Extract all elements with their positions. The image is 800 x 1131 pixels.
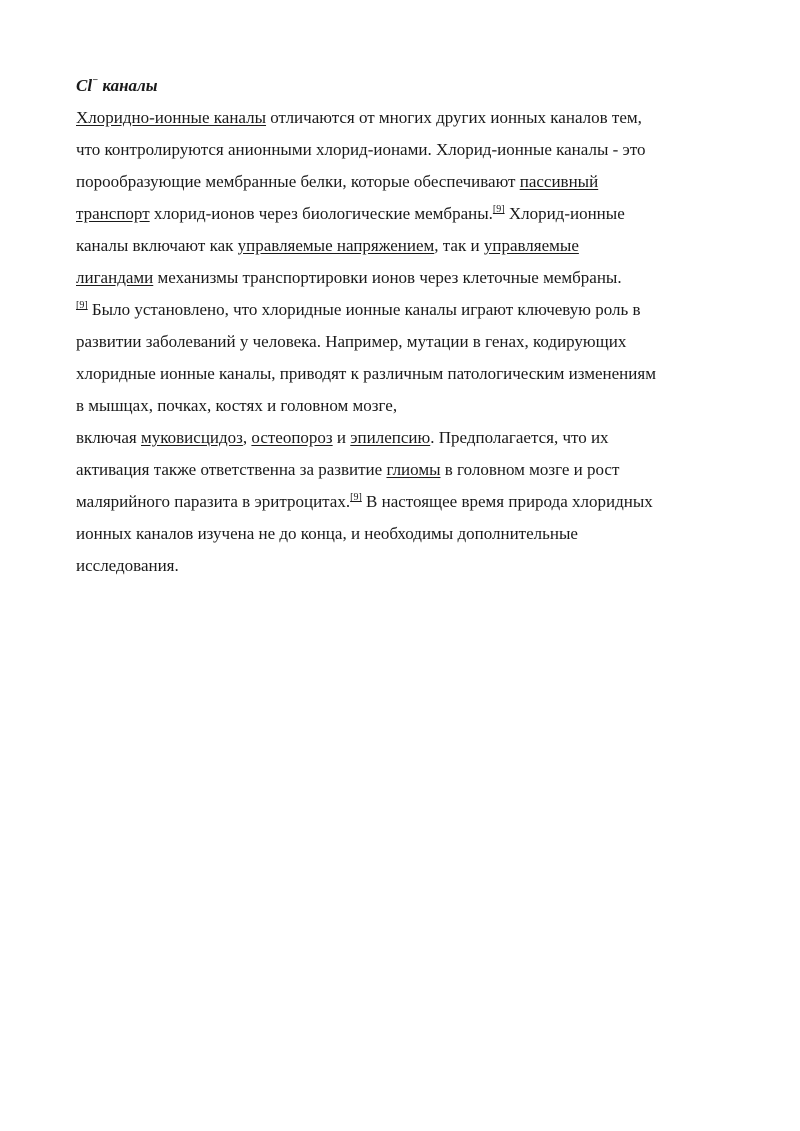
text-line xyxy=(76,486,736,518)
citation-link[interactable]: [9] xyxy=(76,300,88,311)
text-line xyxy=(76,102,736,134)
text-run: хлорид-ионов через биологические мембраны. xyxy=(149,204,493,223)
wiki-link[interactable]: глиомы xyxy=(386,460,441,479)
wiki-link[interactable]: лигандами xyxy=(76,268,154,287)
citation-ref xyxy=(76,300,88,311)
text-run: В настоящее время природа хлоридных xyxy=(361,492,653,511)
text-run: в головном мозге и рост xyxy=(440,460,620,479)
wiki-link[interactable]: управляемые напряжением xyxy=(237,236,435,255)
text-line xyxy=(76,358,736,390)
text-run: активация также ответственна за развитие xyxy=(76,460,387,479)
text-run: малярийного паразита в эритроцитах. xyxy=(76,492,351,511)
citation-link[interactable]: [9] xyxy=(492,204,505,215)
heading-charge: − xyxy=(92,75,99,86)
text-line xyxy=(76,198,736,230)
text-line xyxy=(76,134,736,166)
text-run: ионных каналов изучена не до конца, и необходимы дополнительные xyxy=(76,524,578,543)
heading-symbol: Cl xyxy=(76,76,93,95)
text-line xyxy=(76,294,736,326)
citation-link[interactable]: [9] xyxy=(350,492,362,503)
wiki-link[interactable]: транспорт xyxy=(76,204,150,223)
document-page xyxy=(76,70,736,582)
text-run: , xyxy=(242,428,252,447)
text-run: отличаются от многих других ионных каналов тем, xyxy=(266,108,642,127)
text-run: Хлорид-ионные xyxy=(504,204,625,223)
text-run: исследования. xyxy=(76,556,179,575)
body-paragraph xyxy=(76,102,736,582)
text-run: каналы включают как xyxy=(76,236,238,255)
wiki-link[interactable]: остеопороз xyxy=(251,428,333,447)
text-line xyxy=(76,550,736,582)
citation-ref xyxy=(493,204,505,215)
citation-ref xyxy=(350,492,362,503)
text-line xyxy=(76,230,736,262)
text-line xyxy=(76,262,736,294)
text-run: включая xyxy=(76,428,141,447)
text-line xyxy=(76,166,736,198)
wiki-link[interactable]: пассивный xyxy=(519,172,599,191)
text-run: в мышцах, почках, костях и головном мозге, xyxy=(76,396,398,415)
text-line xyxy=(76,326,736,358)
text-run: Было установлено, что хлоридные ионные каналы играют ключевую роль в xyxy=(87,300,641,319)
text-run: хлоридные ионные каналы, приводят к различным патологическим изменениям xyxy=(76,364,656,383)
text-line xyxy=(76,518,736,550)
text-line xyxy=(76,422,736,454)
text-run: механизмы транспортировки ионов через клеточные мембраны. xyxy=(153,268,622,287)
text-run: что контролируются анионными хлорид-ионами. Хлорид-ионные каналы - это xyxy=(76,140,646,159)
wiki-link[interactable]: муковисцидоз xyxy=(141,428,243,447)
wiki-link[interactable]: Хлоридно-ионные каналы xyxy=(76,108,267,127)
text-run: и xyxy=(332,428,351,447)
text-line xyxy=(76,390,736,422)
wiki-link[interactable]: эпилепсию xyxy=(350,428,431,447)
text-line xyxy=(76,454,736,486)
text-run: , так и xyxy=(434,236,484,255)
section-heading xyxy=(76,70,736,102)
text-run: порообразующие мембранные белки, которые обеспечивают xyxy=(76,172,520,191)
text-run: . Предполагается, что их xyxy=(430,428,609,447)
wiki-link[interactable]: управляемые xyxy=(483,236,579,255)
heading-text: каналы xyxy=(98,76,158,95)
text-run: развитии заболеваний у человека. Например, мутации в генах, кодирующих xyxy=(76,332,627,351)
